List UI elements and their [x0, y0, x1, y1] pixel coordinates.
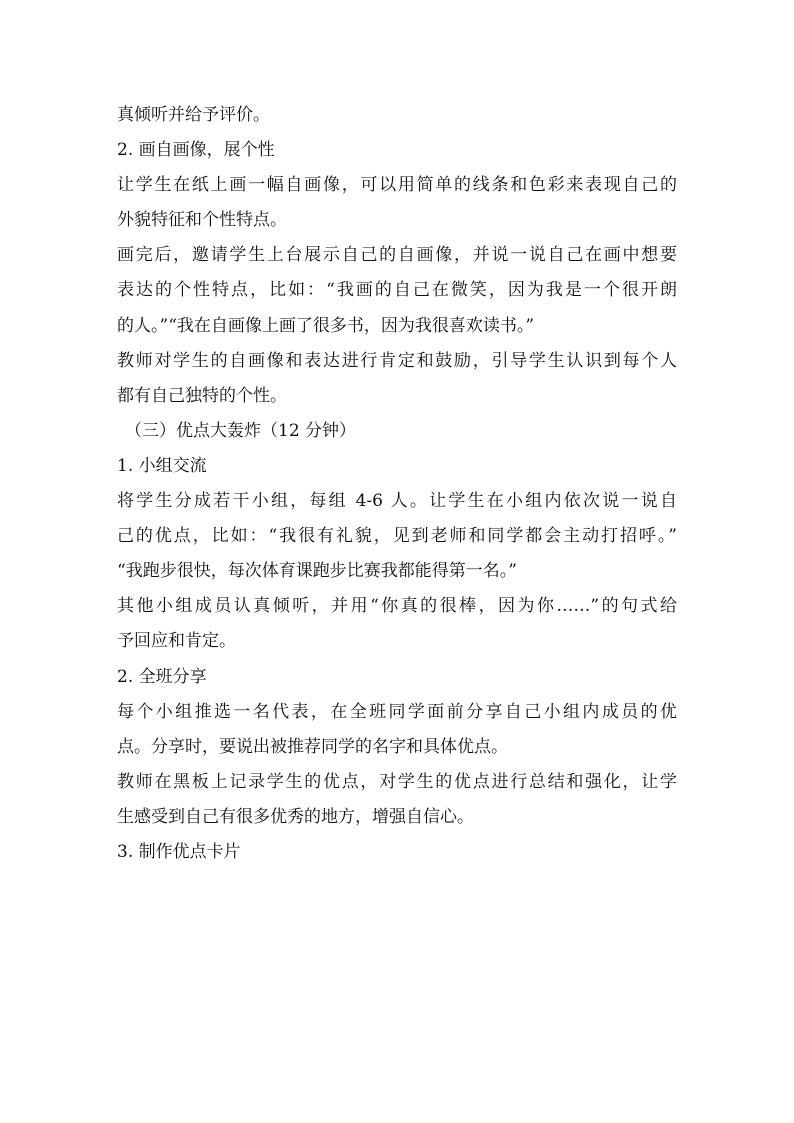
text-line: 点。分享时，要说出被推荐同学的名字和具体优点。 — [117, 736, 508, 757]
section-heading: （三）优点大轰炸（12 分钟） — [125, 420, 357, 441]
subsection-heading: 1. 小组交流 — [117, 455, 207, 476]
text-line: 外貌特征和个性特点。 — [117, 210, 287, 231]
text-line: 画完后，邀请学生上台展示自己的自画像，并说一说自己在画中想要 — [117, 245, 677, 266]
subsection-heading: 2. 画自画像，展个性 — [117, 140, 275, 161]
text-line: 己的优点，比如：“我很有礼貌，见到老师和同学都会主动打招呼。” — [117, 526, 677, 547]
text-line: 真倾听并给予评价。 — [117, 105, 270, 125]
text-line: 教师在黑板上记录学生的优点，对学生的优点进行总结和强化，让学 — [117, 771, 677, 792]
text-line: 予回应和肯定。 — [117, 631, 236, 652]
text-line: 每个小组推选一名代表，在全班同学面前分享自己小组内成员的优 — [117, 701, 677, 722]
subsection-heading: 2. 全班分享 — [117, 666, 207, 687]
text-line: 的人。”“我在自画像上画了很多书，因为我很喜欢读书。” — [117, 315, 535, 336]
document-body — [117, 98, 677, 870]
text-line: 表达的个性特点，比如：“我画的自己在微笑，因为我是一个很开朗 — [117, 280, 677, 301]
text-line: 都有自己独特的个性。 — [117, 385, 287, 406]
text-line: 将学生分成若干小组，每组 4-6 人。让学生在小组内依次说一说自 — [117, 491, 677, 512]
subsection-heading: 3. 制作优点卡片 — [117, 841, 241, 862]
text-line: 让学生在纸上画一幅自画像，可以用简单的线条和色彩来表现自己的 — [117, 175, 677, 196]
text-line: 其他小组成员认真倾听，并用“你真的很棒，因为你……”的句式给 — [117, 596, 677, 617]
text-line: 生感受到自己有很多优秀的地方，增强自信心。 — [117, 806, 474, 827]
text-line: “我跑步很快，每次体育课跑步比赛我都能得第一名。” — [117, 561, 517, 582]
text-line: 教师对学生的自画像和表达进行肯定和鼓励，引导学生认识到每个人 — [117, 350, 677, 371]
